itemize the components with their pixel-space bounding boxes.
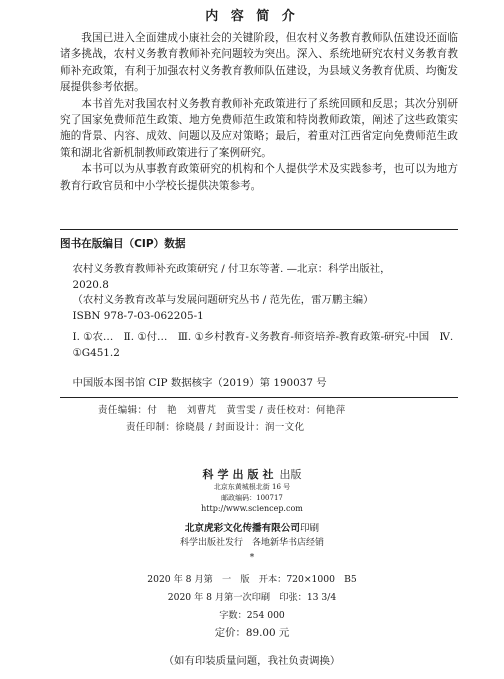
publisher-name: 科学出版社	[202, 468, 278, 481]
word-count: 字数：254 000	[219, 610, 285, 621]
cip-record-number-block	[60, 376, 458, 392]
cip-classification: Ⅰ. ①农… Ⅱ. ①付… Ⅲ. ①乡村教育-义务教育-师资培养-教育政策-研究-中国 Ⅳ. ①G451.2	[72, 331, 454, 359]
credits	[60, 402, 458, 436]
publisher-address: 北京东黄城根北街 16 号	[213, 483, 291, 491]
publisher-website: http://www.sciencep.com	[201, 504, 303, 513]
edition-line: 2020 年 8 月第 一 版 开本：720×1000 B5	[147, 574, 357, 585]
distribution-line: 科学出版社发行 各地新华书店经销	[179, 538, 324, 548]
cip-line-isbn: ISBN 978-7-03-062205-1	[72, 309, 204, 322]
price: 定价：89.00 元	[214, 627, 290, 639]
separator-star: *	[249, 553, 255, 563]
summary-paragraph-1: 我国已进入全面建成小康社会的关键阶段，但农村义务教育教师队伍建设还面临诸多挑战，农村义务教育教师补充问题较为突出。深入、系统地研究农村义务教育教师补充政策，有利于加强农村义务教育教师队伍建设，为县域义务教育优质、均衡发展提供参考依据。	[60, 32, 458, 94]
publisher-name-suffix: 出版	[279, 468, 302, 481]
printer-block	[0, 516, 504, 535]
summary-paragraph-3: 本书可以为从事教育政策研究的机构和个人提供学术及实践参考，也可以为地方教育行政官员和中小学校长提供决策参考。	[60, 163, 458, 192]
printer-suffix: 印刷	[299, 523, 320, 534]
divider-bottom	[60, 397, 458, 398]
printing-line: 2020 年 8 月第一次印刷 印张：13 3/4	[167, 592, 337, 603]
credits-editors: 责任编辑：付 艳 刘曹芃 黄雪雯 / 责任校对：何艳萍	[98, 405, 346, 416]
cip-classification-block	[60, 330, 458, 361]
quality-notice: （如有印装质量问题，我社负责调换）	[163, 655, 341, 667]
summary-body	[60, 30, 458, 194]
cip-line-year: 2020.8	[72, 278, 109, 291]
publisher-postcode: 邮政编码：100717	[221, 494, 283, 502]
printer-name: 北京虎彩文化传播有限公司	[184, 523, 300, 534]
summary-title: 内 容 简 介	[205, 9, 299, 24]
cip-record-number: 中国版本图书馆 CIP 数据核字（2019）第 190037 号	[72, 377, 327, 389]
cip-line-title: 农村义务教育教师补充政策研究 / 付卫东等著. —北京：科学出版社，	[72, 263, 391, 275]
summary-paragraph-2: 本书首先对我国农村义务教育教师补充政策进行了系统回顾和反思；其次分别研究了国家免费师范生政策、地方免费师范生政策和特岗教师政策，阐述了这些政策实施的背景、内容、成效、问题以及应对策略；最后，着重对江西省定向免费师范生政策和湖北省新机制教师政策进行了案例研究。	[60, 97, 458, 159]
credits-production: 责任印制：徐晓晨 / 封面设计：润一文化	[126, 422, 305, 433]
cip-record	[60, 262, 458, 324]
cip-line-series: （农村义务教育改革与发展问题研究丛书 / 范先佐，雷万鹏主编）	[72, 294, 374, 307]
publisher-block	[0, 463, 504, 513]
cip-heading: 图书在版编目（CIP）数据	[60, 238, 186, 250]
divider-top	[60, 229, 458, 230]
